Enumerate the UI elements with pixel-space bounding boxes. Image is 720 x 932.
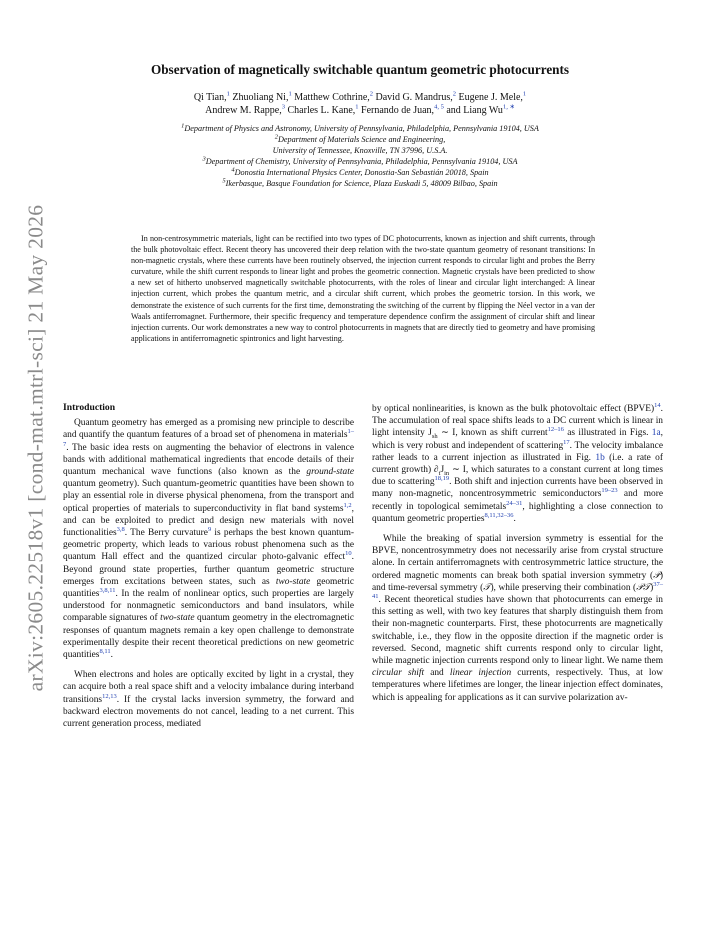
affiliation-line: [60, 167, 660, 178]
affiliation-number: 1: [181, 122, 185, 130]
citation-link[interactable]: 17: [563, 438, 570, 446]
text-run: (i.e. a rate of current growth) ∂: [372, 452, 663, 476]
affiliation-text: Department of Chemistry, University of Pennsylvania, Philadelphia, Pennsylvania 19104, USA: [205, 157, 518, 166]
arxiv-identifier: arXiv:2605.22518v1 [cond-mat.mtrl-sci] 21 May 2026: [23, 204, 48, 692]
author-name: Fernando de Juan,: [358, 105, 435, 116]
affiliation-text: Ikerbasque, Basque Foundation for Science, Plaza Euskadi 5, 48009 Bilbao, Spain: [225, 179, 498, 188]
author-affiliation-mark[interactable]: 1, ∗: [502, 103, 515, 111]
text-run: quantum geometry). Such quantum-geometric quantities have been shown to play an essential role in diverse physical phenomena, from the transport and optical properties of materials to superconductivity in flat band systems: [63, 479, 354, 514]
intro-paragraph-3: [372, 403, 663, 525]
text-run: , which is very robust and independent of scattering: [372, 428, 663, 451]
citation-link[interactable]: 37–41: [372, 580, 664, 600]
math-subscript: t: [438, 469, 441, 477]
citation-link[interactable]: 8,11: [99, 647, 111, 655]
intro-paragraph-1: [63, 417, 354, 661]
citation-link[interactable]: 1–7: [63, 428, 354, 448]
text-run: ∼ I, which saturates to a constant current at long times due to scattering: [372, 465, 663, 488]
text-run: . In the realm of nonlinear optics, such properties are largely understood for nonmagnetic semiconductors and band insulators, while comparable signatures of: [63, 589, 354, 624]
affiliation-number: 2: [274, 133, 278, 141]
text-run: . The basic idea rests on augmenting the behavior of electrons in valence bands with additional mathematical ingredients that encode details of their quantum mechanical wave functions (also known as the: [63, 442, 354, 478]
affiliation-line: [60, 134, 660, 145]
text-run: When electrons and holes are optically excited by light in a crystal, they can acquire both a real space shift and a velocity imbalance during interband transitions: [63, 670, 354, 705]
author-affiliation-mark[interactable]: 1: [288, 90, 292, 98]
emphasis-text: 𝒫: [653, 570, 660, 581]
author-list: [60, 91, 660, 117]
text-run: .: [110, 650, 113, 661]
emphasis-text: circular shift: [372, 668, 425, 679]
citation-link[interactable]: 3,8,11: [99, 586, 116, 594]
text-run: ) and time-reversal symmetry (: [372, 570, 663, 593]
affiliation-line: [60, 145, 660, 156]
text-run: geometric quantities: [63, 576, 354, 600]
text-run: . Both shift and injection currents have been observed in many non-magnetic, noncentrosymmetric semiconductors: [372, 477, 663, 500]
citation-link[interactable]: 12,13: [102, 692, 117, 700]
text-run: as illustrated in Figs.: [563, 428, 652, 439]
figure-link[interactable]: 1a: [651, 428, 661, 439]
citation-link[interactable]: 14: [654, 401, 661, 409]
affiliation-text: University of Tennessee, Knoxville, TN 37996, U.S.A.: [272, 146, 448, 155]
citation-link[interactable]: 10: [345, 550, 352, 558]
citation-link[interactable]: 12–16: [547, 426, 564, 434]
affiliation-number: 4: [231, 166, 235, 174]
affiliation-line: [60, 156, 660, 167]
text-run: is perhaps the best known quantum-geometric property, which leads to various robust phenomena such as the quantum Hall effect and the quantized circular photo-galvanic effect: [63, 528, 354, 563]
author-name: David G. Mandrus,: [373, 92, 453, 103]
intro-paragraph-4: [372, 533, 663, 704]
math-subscript: sh: [431, 433, 438, 441]
author-line-2: [60, 104, 660, 117]
affiliation-number: 5: [222, 177, 226, 185]
emphasis-text: 𝒯: [483, 582, 491, 593]
paper-title: Observation of magnetically switchable quantum geometric photocurrents: [150, 62, 570, 77]
author-name: Zhuoliang Ni,: [229, 92, 289, 103]
text-run: Quantum geometry has emerged as a promising new principle to describe and quantify the quantum features of a broad set of phenomena in materials: [63, 418, 354, 441]
author-affiliation-mark[interactable]: 1: [226, 90, 230, 98]
affiliation-text: Department of Materials Science and Engineering,: [277, 135, 446, 144]
affiliation-text: Donostia International Physics Center, Donostia-San Sebastián 20018, Spain: [234, 168, 489, 177]
author-name: Qi Tian,: [193, 92, 227, 103]
affiliation-line: [60, 123, 660, 134]
author-name: and Liang Wu: [443, 105, 503, 116]
author-name: Matthew Cothrine,: [291, 92, 370, 103]
section-heading-introduction: Introduction: [63, 402, 116, 413]
affiliation-text: Department of Physics and Astronomy, University of Pennsylvania, Philadelphia, Pennsylvania 19104, USA: [184, 124, 539, 133]
citation-link[interactable]: 24–31: [506, 499, 523, 507]
intro-paragraph-2: [63, 669, 354, 730]
author-affiliation-mark[interactable]: 1: [522, 90, 527, 98]
text-run: , highlighting a close connection to quantum geometric properties: [372, 501, 663, 524]
arxiv-sidebar: [22, 204, 50, 692]
text-run: ): [650, 582, 654, 593]
text-run: . The accumulation of real space shifts leads to a DC current which is linear in light intensity J: [372, 404, 663, 439]
citation-link[interactable]: 8,11,32–36: [484, 511, 514, 519]
emphasis-text: ground-state: [306, 467, 354, 478]
affiliation-number: 3: [202, 155, 206, 163]
text-run: .: [513, 513, 516, 524]
text-run: currents, respectively. Thus, at low temperatures where lifetimes are longer, the linear injection effect dominates, which is appealing for applications as it can survive polarization av-: [372, 668, 663, 703]
text-run: J: [440, 465, 445, 476]
text-run: While the breaking of spatial inversion symmetry is essential for the BPVE, noncentrosymmetry does not necessarily arise from crystal structure alone. In certain antiferromagnets with centrosymmetric lattice structure, the ordered magnetic moments can break both spatial inversion symmetry (: [372, 534, 663, 581]
text-run: . The Berry curvature: [124, 528, 208, 539]
author-affiliation-mark[interactable]: 4, 5: [434, 103, 444, 111]
math-subscript: in: [444, 469, 450, 477]
author-line-1: [60, 91, 660, 104]
text-run: quantum geometry in the electromagnetic responses of quantum magnets remain a key open challenge to demonstrate experimentally despite their recent theoretical predictions on new geometric quantities: [63, 613, 354, 661]
emphasis-text: linear injection: [449, 668, 512, 679]
emphasis-text: two-state: [275, 576, 311, 587]
author-affiliation-mark[interactable]: 2: [452, 90, 456, 98]
text-run: , and can be exploited to predict and design new materials with novel functionalities: [63, 503, 354, 539]
text-run: and more recently in topological semimetals: [372, 489, 663, 512]
text-run: ∼ I, known as shift current: [437, 428, 548, 439]
text-run: ), while preserving their combination (: [490, 582, 637, 593]
text-run: . Recent theoretical studies have shown that photocurrents can emerge in this setting as well, with two key features that sharply distinguish them from their non-magnetic counterparts. First, these photocurrents are magnetically switchable, i.e., they flow in the opposite direction if the magnetic order is reversed. Second, magnetic shift currents respond only to circular light, while magnetic injection currents respond only to linear light. We name them: [372, 595, 663, 667]
citation-link[interactable]: 19–23: [601, 487, 618, 495]
column-left: [63, 402, 354, 730]
figure-link[interactable]: 1b: [595, 452, 605, 463]
author-name: Andrew M. Rappe,: [205, 105, 282, 116]
author-name: Charles L. Kane,: [285, 105, 356, 116]
text-run: . If the crystal lacks inversion symmetry, the forward and backward electron movements do not cancel, leading to a net current. This current generation process, mediated: [63, 694, 354, 730]
text-run: by optical nonlinearities, is known as the bulk photovoltaic effect (BPVE): [372, 404, 655, 414]
citation-link[interactable]: 3,8: [116, 525, 125, 533]
affiliations: [60, 123, 660, 189]
emphasis-text: two-state: [160, 613, 195, 624]
column-right: [372, 403, 663, 704]
abstract: In non-centrosymmetric materials, light can be rectified into two types of DC photocurrents, known as injection and shift currents, through the bulk photovoltaic effect. Recent theory has uncovered their deep relation with the two-state quantum geometry of resonant transitions: In non-magnetic crystals, where these currents have been routinely observed, the injection current responds to circular light and probes the Berry curvature, while the shift current responds to linear light and probes the geometric connection. Magnetic crystals have been predicted to show a new set of hitherto unobserved magnetically switchable photocurrents, with the roles of linear and circular light interchanged: A linear injection current, which probes the quantum metric, and a circular shift current, which probes the geometric torsion. In this work, we demonstrate the existence of such currents for the first time, demonstrating the switching of the current by flipping the Néel vector in a van der Waals antiferromagnet. Furthermore, their specific frequency and temperature dependence confirm the assignment of circular shift and linear injection currents. Our work demonstrates a new way to control photocurrents in magnets that are directly tied to geometry and have promising applications in antiferromagnetic spintronics and light harvesting.: [131, 234, 595, 343]
affiliation-line: [60, 178, 660, 189]
author-affiliation-mark[interactable]: 1: [355, 103, 359, 111]
citation-link[interactable]: 1,2: [343, 501, 352, 509]
author-affiliation-mark[interactable]: 2: [369, 90, 374, 98]
text-run: and: [424, 668, 450, 679]
text-run: . Beyond ground state properties, further quantum geometric structure emerges from excitations between states, such as: [63, 552, 354, 587]
text-run: . The velocity imbalance rather leads to a current injection as illustrated in Fig.: [372, 440, 663, 463]
citation-link[interactable]: 9: [207, 525, 212, 533]
author-affiliation-mark[interactable]: 3: [281, 103, 285, 111]
author-name: Eugene J. Mele,: [455, 92, 523, 103]
citation-link[interactable]: 18,19: [434, 475, 450, 483]
emphasis-text: 𝒫𝒯: [636, 582, 651, 593]
